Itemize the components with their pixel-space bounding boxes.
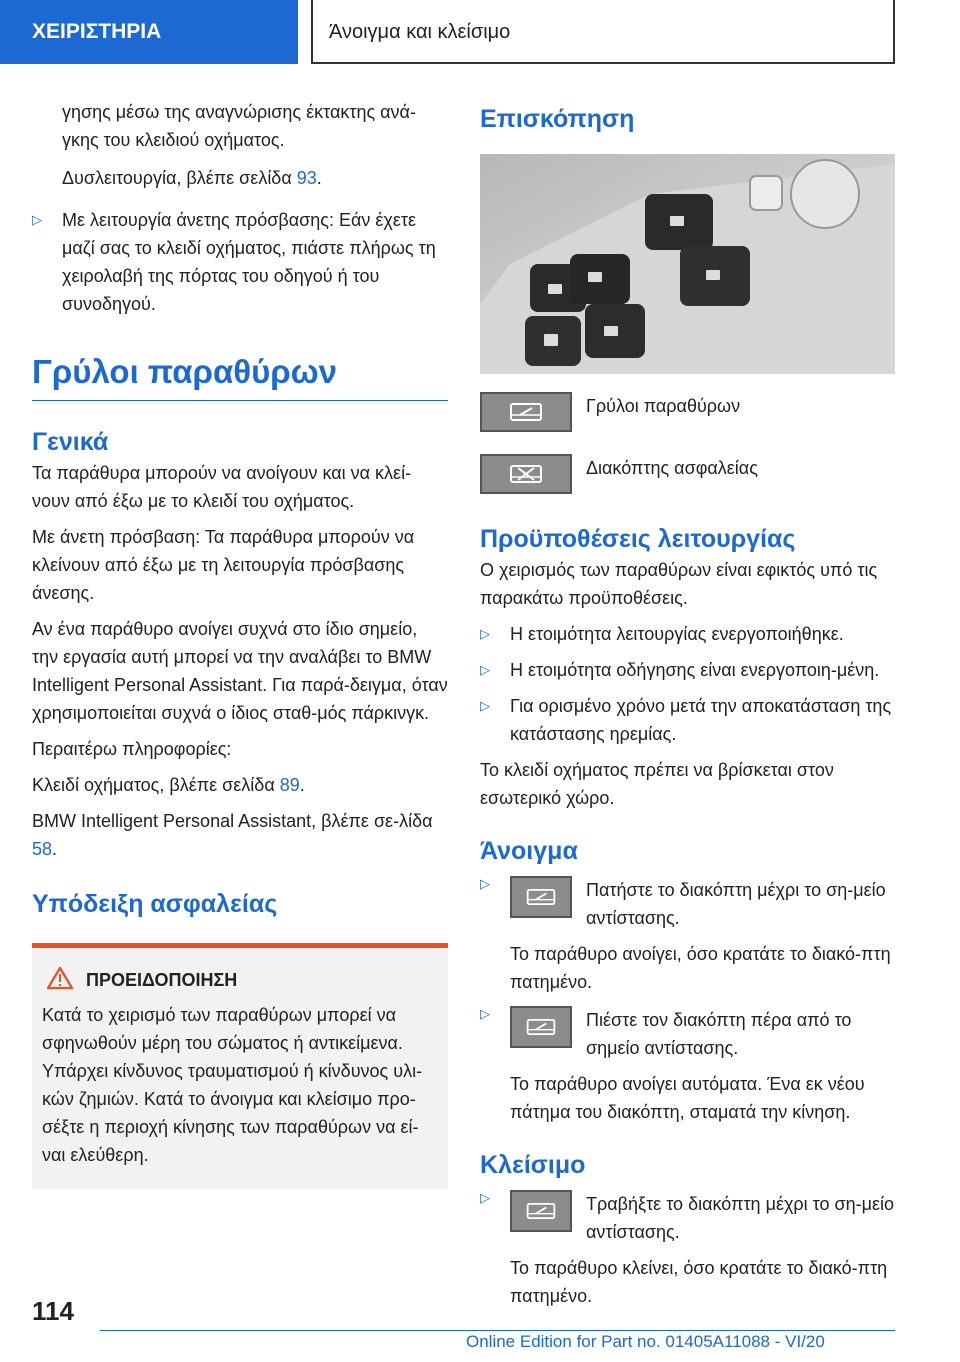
window-switch-photo: [480, 154, 895, 374]
heading-power-windows: Γρύλοι παραθύρων: [32, 353, 337, 390]
legend-window-switch-label: Γρύλοι παραθύρων: [586, 396, 741, 416]
close-step-1-text: ▷ Τραβήξτε το διακόπτη μέχρι το ση-μείο αντίστασης.: [586, 1194, 895, 1242]
safety-switch-icon: [480, 454, 572, 494]
continued-text: γησης μέσω της αναγνώρισης έκτακτης ανά-γκης του κλειδιού οχήματος.: [62, 102, 416, 150]
legend-window-switch: [480, 392, 895, 432]
window-switch-icon: [480, 392, 572, 432]
footer-edition: Online Edition for Part no. 01405A11088 - VI/20: [466, 1332, 825, 1351]
heading-close: Κλείσιμο: [480, 1151, 586, 1179]
page-link-58[interactable]: 58: [32, 839, 53, 859]
header-section: ΧΕΙΡΙΣΤΗΡΙΑ: [0, 0, 298, 64]
heading-overview: Επισκόπηση: [480, 105, 635, 133]
assistant-ref: BMW Intelligent Personal Assistant, βλέπε σε-λίδα 58.: [32, 811, 433, 859]
left-column: [32, 98, 448, 1189]
close-step-1: [480, 1190, 895, 1246]
page-number: 114: [32, 1296, 74, 1326]
close-step-1-result: Το παράθυρο κλείνει, όσο κρατάτε το διακό-πτη πατημένο.: [510, 1258, 888, 1306]
page-link-93[interactable]: 93: [296, 168, 317, 188]
heading-general: Γενικά: [32, 428, 109, 456]
window-switch-icon: [510, 1190, 572, 1232]
open-step-1-result: Το παράθυρο ανοίγει, όσο κρατάτε το διακό-πτη πατημένο.: [510, 944, 891, 992]
page-link-89[interactable]: 89: [279, 775, 300, 795]
heading-safety: Υπόδειξη ασφαλείας: [32, 890, 278, 918]
prereq-item: ▷ Για ορισμένο χρόνο μετά την αποκατάσταση της κατάστασης ηρεμίας.: [480, 692, 895, 748]
window-switch-icon: [510, 1006, 572, 1048]
prereq-outro: Το κλειδί οχήματος πρέπει να βρίσκεται στον εσωτερικό χώρο.: [480, 760, 834, 808]
malfunction-ref: Δυσλειτουργία, βλέπε σελίδα 93.: [62, 168, 322, 188]
general-p1: Τα παράθυρα μπορούν να ανοίγουν και να κλεί-νουν από έξω με το κλειδί του οχήματος.: [32, 463, 412, 511]
warning-text: Κατά το χειρισμό των παραθύρων μπορεί να σφηνωθούν μέρη του σώματος ή αντικείμενα. Υπάρχει κίνδυνος τραυματισμού ή κίνδυνος υλι-κών ζημιών. Κατά το άνοιγμα και κλείσιμο προ-σέξτε η περιοχή κίνησης των παραθύρων να εί-ναι ελεύθερη.: [42, 1005, 423, 1165]
section-heading: [32, 352, 448, 401]
legend-safety-switch: [480, 454, 895, 494]
prereq-intro: Ο χειρισμός των παραθύρων είναι εφικτός υπό τις παρακάτω προϋποθέσεις.: [480, 560, 878, 608]
legend-safety-switch-label: Διακόπτης ασφαλείας: [586, 458, 758, 478]
footer-divider: [100, 1330, 895, 1331]
right-column: [480, 98, 895, 1310]
key-ref: Κλειδί οχήματος, βλέπε σελίδα 89.: [32, 775, 305, 795]
heading-open: Άνοιγμα: [480, 837, 578, 865]
general-p2: Με άνετη πρόσβαση: Τα παράθυρα μπορούν να κλείνουν από έξω με τη λειτουργία πρόσβασης άνεσης.: [32, 527, 415, 603]
warning-triangle-icon: [46, 966, 74, 995]
header-chapter: Άνοιγμα και κλείσιμο: [311, 0, 895, 64]
warning-header: [46, 966, 438, 995]
general-p4: Περαιτέρω πληροφορίες:: [32, 739, 232, 759]
warning-box: [32, 943, 448, 1189]
heading-prerequisites: Προϋποθέσεις λειτουργίας: [480, 525, 796, 553]
comfort-access-bullet: ▷ Με λειτουργία άνετης πρόσβασης: Εάν έχετε μαζί σας το κλειδί οχήματος, πιάστε πλήρως τη χειρολαβή της πόρτας του οδηγού ή του συνοδηγού.: [32, 206, 448, 318]
open-step-1-text: ▷ Πατήστε το διακόπτη μέχρι το ση-μείο αντίστασης.: [586, 880, 886, 928]
open-step-2: [480, 1006, 895, 1062]
prereq-item: ▷ Η ετοιμότητα λειτουργίας ενεργοποιήθηκε.: [480, 620, 895, 648]
open-step-2-result: Το παράθυρο ανοίγει αυτόματα. Ένα εκ νέου πάτημα του διακόπτη, σταματά την κίνηση.: [510, 1074, 865, 1122]
warning-title: ΠΡΟΕΙΔΟΠΟΙΗΣΗ: [86, 970, 238, 990]
open-step-1: [480, 876, 895, 932]
general-p3: Αν ένα παράθυρο ανοίγει συχνά στο ίδιο σημείο, την εργασία αυτή μπορεί να την αναλάβει το BMW Intelligent Personal Assistant. Για παρά-δειγμα, όταν χρησιμοποιείται συχνά ο ίδιος σταθ-μός πάρκινγκ.: [32, 619, 448, 723]
window-switch-icon: [510, 876, 572, 918]
prereq-item: ▷ Η ετοιμότητα οδήγησης είναι ενεργοποιη-μένη.: [480, 656, 895, 684]
open-step-2-text: ▷ Πιέστε τον διακόπτη πέρα από το σημείο αντίστασης.: [586, 1010, 852, 1058]
